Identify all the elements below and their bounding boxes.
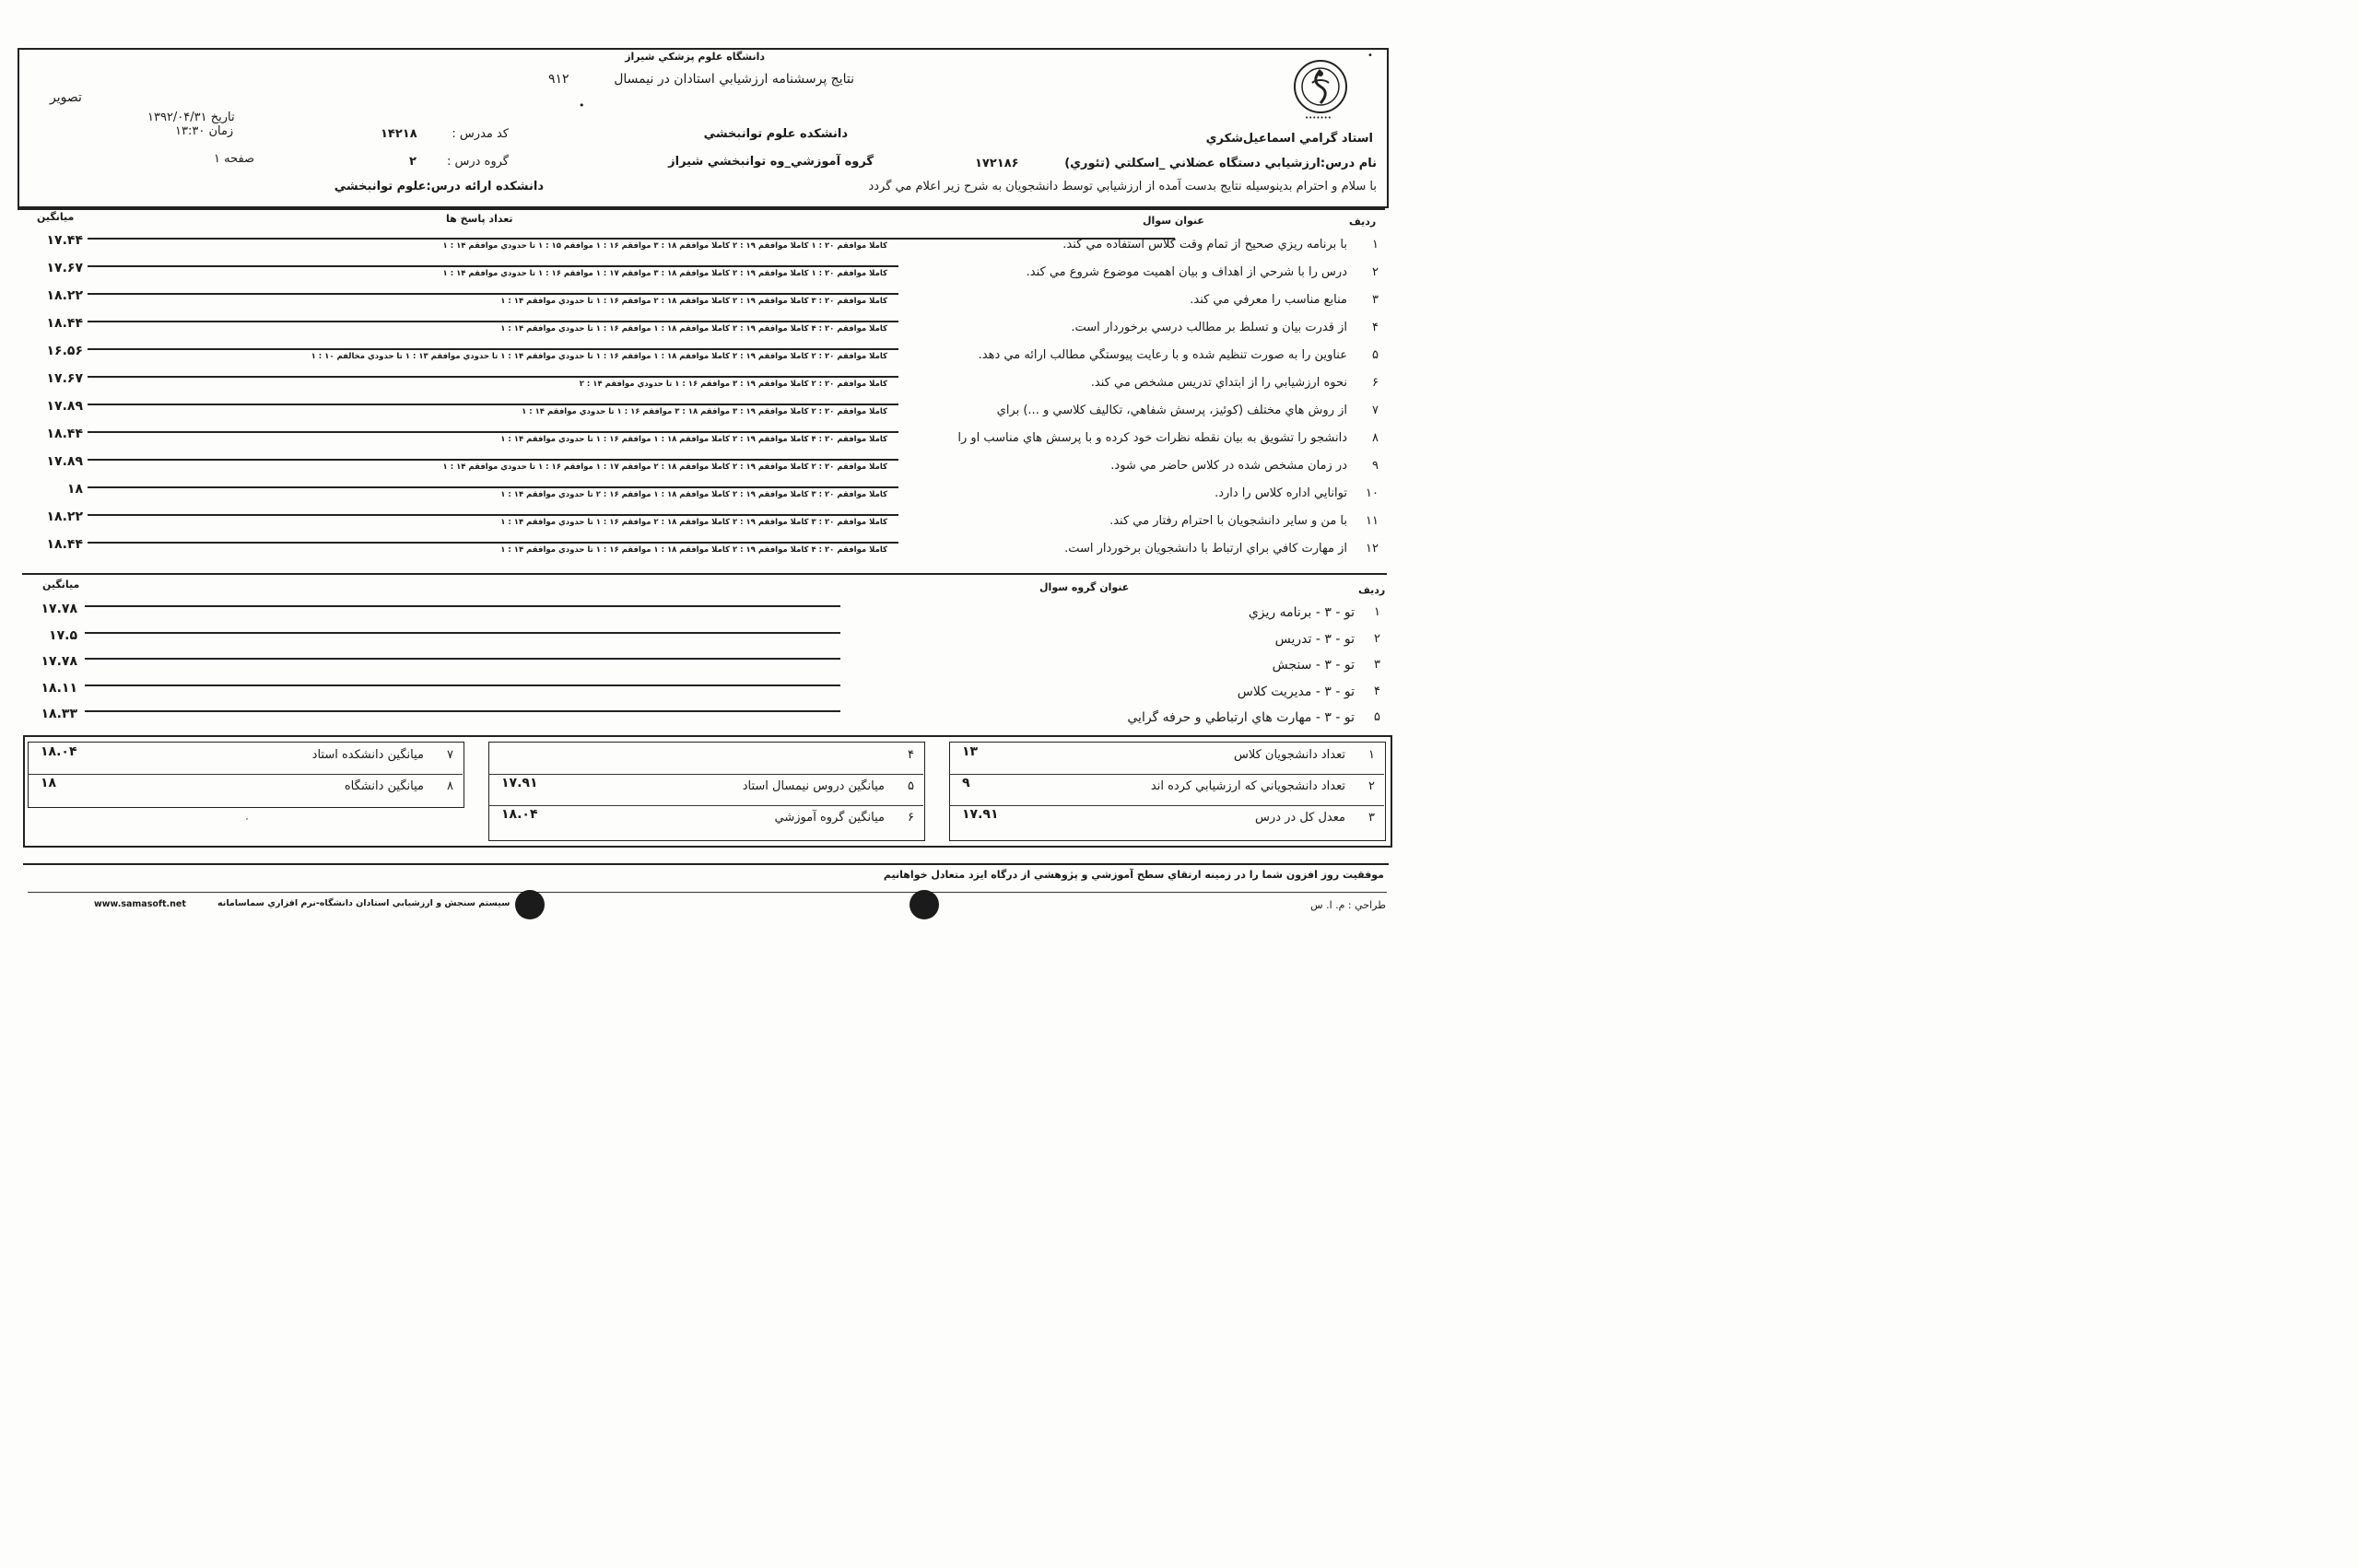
question-text: عناوين را به صورت تنظيم شده و با رعايت پيوستگي مطالب ارائه مي دهد. bbox=[978, 348, 1347, 362]
svg-text:•••••••: ••••••• bbox=[1305, 114, 1332, 122]
summary-item-label: ميانگين گروه آموزشي bbox=[774, 811, 885, 825]
group-row-number: ۲ bbox=[1374, 631, 1380, 646]
summary-item-number: ۶ bbox=[908, 811, 914, 825]
row-number: ۵ bbox=[1372, 348, 1379, 362]
summary-middle-divider-1 bbox=[488, 774, 923, 775]
question-text: در زمان مشخص شده در كلاس حاضر مي شود. bbox=[1110, 459, 1347, 473]
row-average: ۱۸ bbox=[66, 482, 83, 497]
questions-table-top-border bbox=[18, 208, 1385, 210]
summary-item-label: ميانگين دروس نيمسال استاد bbox=[742, 779, 885, 793]
group-row-number: ۳ bbox=[1374, 658, 1380, 672]
group-rule bbox=[85, 710, 840, 712]
groups-table-top-border bbox=[22, 573, 1387, 575]
group-title: تو - ۳ - برنامه ريزي bbox=[1248, 605, 1355, 620]
row-average: ۱۸.۴۴ bbox=[46, 427, 83, 441]
semester-code: ۹۱۲ bbox=[548, 72, 569, 87]
footer-top-rule bbox=[23, 863, 1389, 865]
response-counts: كاملا موافقم ۲۰ : ۲ كاملا موافقم ۱۹ : ۳ موافقم ۱۸ : ۳ موافقم ۱۶ : ۱ تا حدودي موافقم ۱۴ : ۱ bbox=[522, 407, 887, 416]
row-rule bbox=[88, 348, 898, 350]
summary-item-label: ميانگين دانشگاه bbox=[344, 779, 424, 793]
group-average: ۱۸.۳۳ bbox=[41, 707, 77, 721]
row-rule bbox=[88, 376, 898, 378]
row-average: ۱۶.۵۶ bbox=[46, 344, 83, 358]
footer-designer: طراحي : م. ا. س bbox=[1310, 899, 1386, 911]
course-name: نام درس:ارزشيابي دستگاه عضلاني _اسكلتي (تئوري) bbox=[1064, 157, 1377, 170]
row-rule bbox=[88, 542, 898, 544]
question-text: درس را با شرحي از اهداف و بيان اهميت موضوع شروع مي كند. bbox=[1026, 265, 1347, 279]
summary-left-extra: ٠ bbox=[244, 813, 250, 825]
row-number: ۱۲ bbox=[1366, 542, 1379, 556]
group-average: ۱۷.۵ bbox=[49, 627, 77, 643]
footer-system: سيستم سنجش و ارزشيابي استادان دانشگاه-نرم افزاري سماسامانه bbox=[217, 898, 511, 908]
instructor-name: استاد گرامي اسماعيل‌شكري bbox=[1205, 132, 1373, 146]
group-rule bbox=[85, 658, 840, 660]
row-number: ۹ bbox=[1372, 459, 1379, 473]
question-text: دانشجو را تشويق به بيان نقطه نظرات خود كرده و با پرسش هاي مناسب او را bbox=[957, 431, 1347, 445]
row-average: ۱۸.۴۴ bbox=[46, 537, 83, 552]
row-average: ۱۷.۴۴ bbox=[46, 233, 83, 248]
group-average: ۱۸.۱۱ bbox=[41, 680, 77, 696]
row-rule bbox=[88, 265, 898, 267]
page-number: صفحه ۱ bbox=[214, 152, 255, 166]
summary-item-label: ميانگين دانشكده استاد bbox=[311, 748, 424, 762]
col-avg-header: ميانگين bbox=[37, 211, 75, 223]
row-number: ۳ bbox=[1372, 293, 1379, 307]
question-text: نحوه ارزشيابي را از ابتداي تدريس مشخص مي كند. bbox=[1090, 376, 1347, 390]
row-average: ۱۸.۲۲ bbox=[46, 288, 83, 303]
response-counts: كاملا موافقم ۲۰ : ۲ كاملا موافقم ۱۹ : ۲ كاملا موافقم ۱۸ : ۱ موافقم ۱۶ : ۱ تا حدودي موافقم ۱۴ : ۱ تا حدودي موافقم ۱۳ : ۱ تا حدودي مخالفم ۱۰ : ۱ bbox=[311, 352, 887, 361]
summary-item-label: تعداد دانشجوياني كه ارزشيابي كرده اند bbox=[1150, 779, 1345, 793]
col-title-header: عنوان سوال bbox=[1143, 215, 1204, 227]
punch-hole-right bbox=[910, 890, 939, 919]
instructor-code: ۱۴۲۱۸ bbox=[381, 127, 417, 141]
summary-item-number: ۷ bbox=[447, 748, 453, 762]
response-counts: كاملا موافقم ۲۰ : ۱ كاملا موافقم ۱۹ : ۲ كاملا موافقم ۱۸ : ۳ موافقم ۱۶ : ۱ موافقم ۱۵ : ۱ تا حدودي موافقم ۱۴ : ۱ bbox=[442, 241, 887, 251]
summary-right-divider-1 bbox=[949, 774, 1384, 775]
summary-item-value: ۱۷.۹۱ bbox=[962, 807, 999, 822]
print-time: زمان ۱۳:۳۰ bbox=[175, 124, 234, 138]
response-counts: كاملا موافقم ۲۰ : ۳ كاملا موافقم ۱۹ : ۲ كاملا موافقم ۱۸ : ۲ موافقم ۱۶ : ۱ تا حدودي موافقم ۱۴ : ۱ bbox=[500, 518, 887, 527]
col-row-header: رديف bbox=[1349, 216, 1377, 228]
row-number: ۲ bbox=[1372, 265, 1379, 279]
group-row-number: ۴ bbox=[1374, 684, 1380, 698]
response-counts: كاملا موافقم ۲۰ : ۲ كاملا موافقم ۱۹ : ۲ كاملا موافقم ۱۸ : ۲ موافقم ۱۷ : ۱ موافقم ۱۶ : ۱ تا حدودي موافقم ۱۴ : ۱ bbox=[442, 462, 887, 472]
footer-bottom-rule bbox=[28, 892, 1387, 893]
group-rule bbox=[85, 605, 840, 607]
row-average: ۱۷.۸۹ bbox=[46, 399, 83, 414]
row-average: ۱۸.۲۲ bbox=[46, 509, 83, 524]
response-counts: كاملا موافقم ۲۰ : ۲ كاملا موافقم ۱۹ : ۳ موافقم ۱۶ : ۱ تا حدودي موافقم ۱۴ : ۲ bbox=[579, 380, 887, 389]
response-counts: كاملا موافقم ۲۰ : ۴ كاملا موافقم ۱۹ : ۲ كاملا موافقم ۱۸ : ۱ موافقم ۱۶ : ۱ تا حدودي موافقم ۱۴ : ۱ bbox=[500, 545, 887, 555]
summary-item-value: ۱۳ bbox=[962, 744, 979, 759]
response-counts: كاملا موافقم ۲۰ : ۱ كاملا موافقم ۱۹ : ۲ كاملا موافقم ۱۸ : ۳ موافقم ۱۷ : ۱ موافقم ۱۶ : ۱ تا حدودي موافقم ۱۴ : ۱ bbox=[442, 269, 887, 278]
question-text: از مهارت كافي براي ارتباط با دانشجويان برخوردار است. bbox=[1064, 542, 1347, 556]
group-rule bbox=[85, 685, 840, 686]
response-counts: كاملا موافقم ۲۰ : ۳ كاملا موافقم ۱۹ : ۲ كاملا موافقم ۱۸ : ۱ موافقم ۱۶ : ۲ تا حدودي موافقم ۱۴ : ۱ bbox=[500, 490, 887, 499]
group-average: ۱۷.۷۸ bbox=[41, 654, 77, 669]
intro-text: با سلام و احترام بدينوسيله نتايج بدست آمده از ارزشيابي توسط دانشجويان به شرح زير اعلام مي گردد bbox=[868, 180, 1377, 193]
photo-label: تصوير bbox=[50, 90, 82, 105]
response-counts: كاملا موافقم ۲۰ : ۴ كاملا موافقم ۱۹ : ۲ كاملا موافقم ۱۸ : ۱ موافقم ۱۶ : ۱ تا حدودي موافقم ۱۴ : ۱ bbox=[500, 324, 887, 333]
group-rule bbox=[85, 632, 840, 634]
report-title: نتايج پرسشنامه ارزشيابي استادان در نيمسال bbox=[614, 72, 854, 87]
summary-item-value: ۱۸.۰۴ bbox=[501, 807, 538, 822]
department-name: گروه آموزشي_وه توانبخشي شيراز bbox=[668, 155, 874, 169]
row-number: ۷ bbox=[1372, 404, 1379, 417]
groups-col-row-header: رديف bbox=[1358, 584, 1386, 596]
summary-item-value: ۹ bbox=[962, 776, 970, 790]
group-title: تو - ۳ - مهارت هاي ارتباطي و حرفه گرايي bbox=[1127, 710, 1355, 725]
group-title: تو - ۳ - مديريت كلاس bbox=[1237, 684, 1355, 699]
summary-right-divider-2 bbox=[949, 805, 1384, 806]
group-title: تو - ۳ - سنجش bbox=[1272, 658, 1355, 673]
row-rule bbox=[88, 404, 898, 405]
groups-col-avg-header: ميانگين bbox=[42, 579, 80, 591]
row-number: ۱۱ bbox=[1366, 514, 1379, 528]
course-group: ۲ bbox=[409, 155, 417, 169]
row-rule bbox=[88, 459, 898, 461]
row-number: ۸ bbox=[1372, 431, 1379, 445]
course-code: ۱۷۲۱۸۶ bbox=[975, 157, 1019, 170]
footer-message: موفقيت روز افزون شما را در زمينه ارتقاي سطح آموزشي و پژوهشي از درگاه ايزد متعادل خواهانيم bbox=[883, 869, 1384, 881]
summary-item-number: ۸ bbox=[447, 779, 453, 793]
groups-col-title-header: عنوان گروه سوال bbox=[1039, 581, 1130, 593]
instructor-code-label: كد مدرس : bbox=[452, 127, 509, 141]
row-rule bbox=[88, 486, 898, 488]
row-number: ۱۰ bbox=[1366, 486, 1379, 500]
punch-hole-left bbox=[515, 890, 545, 919]
summary-item-value: ۱۸ bbox=[41, 776, 57, 790]
summary-item-number: ۴ bbox=[908, 748, 914, 762]
question-text: از روش هاي مختلف (كوئيز، پرسش شفاهي، تكاليف كلاسي و ...) براي bbox=[996, 404, 1347, 417]
row-number: ۴ bbox=[1372, 321, 1379, 334]
row-average: ۱۸.۴۴ bbox=[46, 316, 83, 331]
col-counts-header: تعداد پاسخ ها bbox=[446, 213, 513, 225]
summary-item-value: ۱۸.۰۴ bbox=[41, 744, 77, 759]
question-text: منابع مناسب را معرفي مي كند. bbox=[1190, 293, 1347, 307]
response-counts: كاملا موافقم ۲۰ : ۳ كاملا موافقم ۱۹ : ۲ كاملا موافقم ۱۸ : ۲ موافقم ۱۶ : ۱ تا حدودي موافقم ۱۴ : ۱ bbox=[500, 297, 887, 306]
row-average: ۱۷.۶۷ bbox=[46, 261, 83, 275]
summary-item-number: ۳ bbox=[1368, 811, 1375, 825]
summary-item-label: تعداد دانشجويان كلاس bbox=[1233, 748, 1345, 762]
row-rule bbox=[88, 514, 898, 516]
row-average: ۱۷.۶۷ bbox=[46, 371, 83, 386]
summary-left-divider-1 bbox=[28, 774, 463, 775]
corner-mark: • bbox=[1367, 51, 1373, 61]
offering-faculty: دانشكده ارائه درس:علوم توانبخشي bbox=[334, 180, 544, 193]
group-row-number: ۱ bbox=[1374, 605, 1380, 619]
summary-item-label: معدل كل در درس bbox=[1255, 811, 1345, 825]
row-rule bbox=[88, 321, 898, 322]
response-counts: كاملا موافقم ۲۰ : ۴ كاملا موافقم ۱۹ : ۲ كاملا موافقم ۱۸ : ۱ موافقم ۱۶ : ۱ تا حدودي موافقم ۱۴ : ۱ bbox=[500, 435, 887, 444]
print-date: تاريخ ۱۳۹۲/۰۴/۳۱ bbox=[147, 111, 235, 124]
question-text: با من و ساير دانشجويان با احترام رفتار مي كند. bbox=[1109, 514, 1347, 528]
summary-item-number: ۲ bbox=[1368, 779, 1375, 793]
row-number: ۶ bbox=[1372, 376, 1379, 390]
summary-item-number: ۱ bbox=[1368, 748, 1375, 762]
row-average: ۱۷.۸۹ bbox=[46, 454, 83, 469]
faculty-name: دانشكده علوم توانبخشي bbox=[703, 127, 848, 141]
question-text: از قدرت بيان و تسلط بر مطالب درسي برخوردار است. bbox=[1071, 321, 1347, 334]
row-rule bbox=[88, 293, 898, 295]
row-rule bbox=[88, 431, 898, 433]
group-title: تو - ۳ - تدريس bbox=[1274, 631, 1355, 647]
row-number: ۱ bbox=[1372, 238, 1379, 252]
university-logo bbox=[1292, 55, 1349, 122]
summary-item-number: ۵ bbox=[908, 779, 914, 793]
footer-website: www.samasoft.net bbox=[94, 899, 186, 909]
question-text: با برنامه ريزي صحيح از تمام وقت كلاس استفاده مي كند. bbox=[1062, 238, 1347, 252]
dot-mark: • bbox=[579, 99, 585, 111]
summary-middle-divider-2 bbox=[488, 805, 923, 806]
group-average: ۱۷.۷۸ bbox=[41, 602, 77, 616]
group-row-number: ۵ bbox=[1374, 710, 1380, 724]
course-group-label: گروه درس : bbox=[446, 155, 509, 169]
summary-item-value: ۱۷.۹۱ bbox=[501, 776, 538, 790]
university-name: دانشگاه علوم پزشكي شيراز bbox=[625, 51, 765, 63]
question-text: توانايي اداره كلاس را دارد. bbox=[1215, 486, 1347, 500]
